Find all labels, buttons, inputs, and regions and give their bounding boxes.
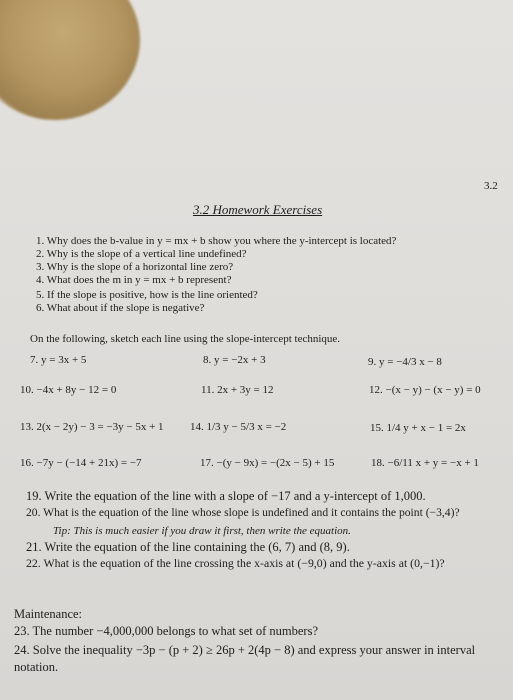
question-19: 19. Write the equation of the line with a slope of −17 and a y-intercept of 1,000. <box>26 489 426 503</box>
maintenance-heading: Maintenance: <box>14 607 83 621</box>
problem-14: 14. 1/3 y − 5/3 x = −2 <box>190 421 287 433</box>
problem-11: 11. 2x + 3y = 12 <box>201 384 274 396</box>
problem-16: 16. −7y − (−14 + 21x) = −7 <box>20 457 142 469</box>
question-6: 6. What about if the slope is negative? <box>36 302 205 314</box>
problem-7: 7. y = 3x + 5 <box>30 354 87 366</box>
question-2: 2. Why is the slope of a vertical line undefined? <box>36 248 247 260</box>
problem-9: 9. y = −4/3 x − 8 <box>368 356 442 368</box>
problem-10: 10. −4x + 8y − 12 = 0 <box>20 384 117 396</box>
problem-17: 17. −(y − 9x) = −(2x − 5) + 15 <box>200 457 335 469</box>
problem-12: 12. −(x − y) − (x − y) = 0 <box>369 384 481 396</box>
question-4: 4. What does the m in y = mx + b represent? <box>36 274 232 286</box>
problem-15: 15. 1/4 y + x − 1 = 2x <box>370 422 466 434</box>
question-5: 5. If the slope is positive, how is the line oriented? <box>36 289 258 301</box>
tip-text: Tip: This is much easier if you draw it first, then write the equation. <box>53 525 351 537</box>
question-22: 22. What is the equation of the line crossing the x-axis at (−9,0) and the y-axis at (0,−1)? <box>26 556 445 570</box>
question-21: 21. Write the equation of the line containing the (6, 7) and (8, 9). <box>26 540 350 554</box>
instruction: On the following, sketch each line using the slope-intercept technique. <box>30 333 341 345</box>
question-1: 1. Why does the b-value in y = mx + b show you where the y-intercept is located? <box>36 235 397 247</box>
page-title: 3.2 Homework Exercises <box>193 202 323 217</box>
page-number: 3.2 <box>484 180 498 192</box>
problem-8: 8. y = −2x + 3 <box>203 354 266 366</box>
question-23: 23. The number −4,000,000 belongs to what set of numbers? <box>14 624 318 638</box>
question-3: 3. Why is the slope of a horizontal line zero? <box>36 261 234 273</box>
question-20: 20. What is the equation of the line whose slope is undefined and it contains the point (−3,4)? <box>26 506 460 519</box>
problem-18: 18. −6/11 x + y = −x + 1 <box>371 457 479 469</box>
question-24: 24. Solve the inequality −3p − (p + 2) ≥ 26p + 2(4p − 8) and express your answer in interval notation. <box>14 643 476 674</box>
problem-13: 13. 2(x − 2y) − 3 = −3y − 5x + 1 <box>20 421 164 433</box>
